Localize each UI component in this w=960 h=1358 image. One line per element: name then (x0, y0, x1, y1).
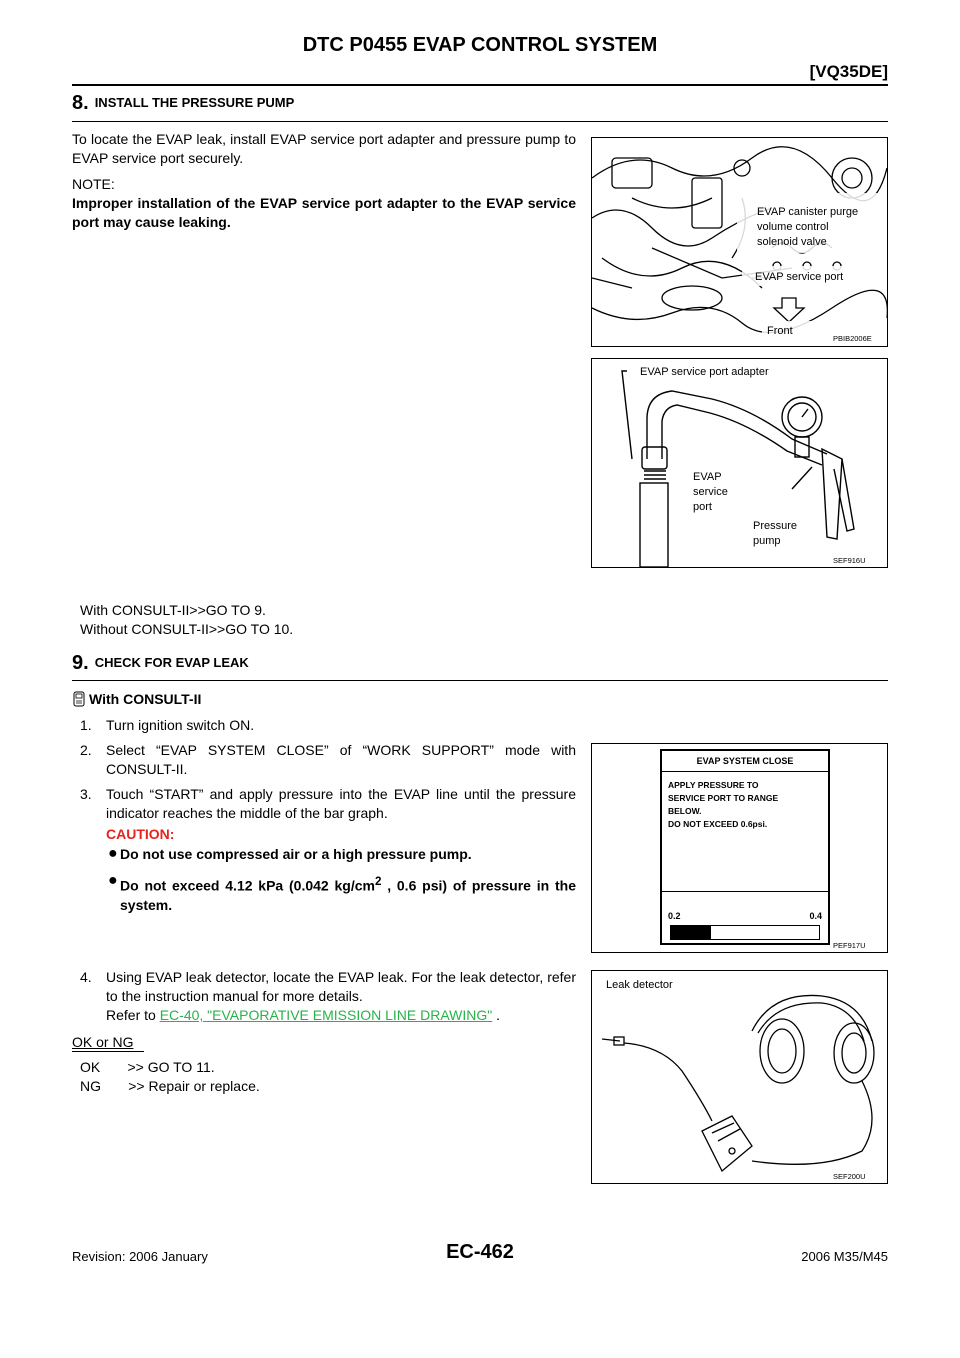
step8-heading (72, 92, 294, 115)
list-item-text: Touch “START” and apply pressure into the EVAP line until the pressure indicator reaches the middle of the bar graph. (106, 786, 576, 821)
caution-text-end: , 0.6 psi) of pressure in the system. (120, 877, 576, 913)
refer-suffix: . (492, 1007, 501, 1023)
with-consult-row (72, 690, 201, 709)
consult-tester-icon (72, 691, 86, 707)
caution-item (108, 845, 576, 864)
ok-or-ng-label: OK or NG (72, 1034, 134, 1050)
list-item-number: 2. (80, 742, 92, 758)
footer-model: 2006 M35/M45 (801, 1249, 888, 1264)
fig1-label-volume: volume control (757, 221, 829, 233)
port-adapter-illustration (592, 359, 887, 567)
caution-label: CAUTION: (106, 826, 175, 842)
bullet-dot-icon: ● (108, 845, 118, 862)
list-item-text: Using EVAP leak detector, locate the EVAP leak. For the leak detector, refer to the instruction manual for more details. (106, 969, 576, 1004)
ng-result: NG >> Repair or replace. (80, 1078, 260, 1094)
fig3-id: PEF917U (833, 941, 866, 950)
bullet-dot-icon: ● (108, 872, 118, 889)
figure-engine-bay (591, 137, 888, 347)
figure-leak-detector (591, 970, 888, 1184)
with-consult-label: With CONSULT-II (89, 691, 202, 707)
fig2-label-pressure: Pressure (753, 520, 798, 532)
ec40-reference-link[interactable]: EC-40, "EVAPORATIVE EMISSION LINE DRAWING" (159, 1007, 493, 1023)
scale-min-label: 0.2 (668, 911, 681, 921)
with-consult-goto: With CONSULT-II>>GO TO 9. (80, 602, 266, 618)
fig1-label-service-port: EVAP service port (755, 271, 844, 283)
step8-rule (72, 121, 888, 122)
step8-title: INSTALL THE PRESSURE PUMP (94, 95, 295, 110)
screen-divider (662, 891, 828, 892)
fig4-label: Leak detector (606, 979, 673, 991)
fig2-id: SEF916U (833, 556, 866, 565)
fig1-label-solenoid: solenoid valve (757, 236, 827, 248)
pressure-bar-graph (670, 925, 820, 940)
screen-line: APPLY PRESSURE TO (668, 780, 759, 790)
fig2-label-service: service (693, 486, 728, 498)
fig1-label-front: Front (767, 325, 793, 337)
refer-prefix: Refer to (106, 1007, 160, 1023)
leak-detector-illustration (592, 971, 887, 1183)
screen-title: EVAP SYSTEM CLOSE (662, 751, 828, 772)
without-consult-goto: Without CONSULT-II>>GO TO 10. (80, 621, 294, 637)
okng-underline (72, 1051, 144, 1052)
list-item (80, 741, 576, 779)
fig1-label-purge: EVAP canister purge (757, 206, 859, 218)
engine-code: [VQ35DE] (809, 62, 888, 81)
list-item (80, 785, 576, 823)
screen-line: SERVICE PORT TO RANGE (668, 793, 779, 803)
list-item (80, 716, 576, 735)
page-number: EC-462 (446, 1241, 514, 1263)
fig2-label-evap: EVAP (693, 471, 722, 483)
scale-max-label: 0.4 (809, 911, 822, 921)
refer-line (106, 1006, 500, 1025)
step9-heading (72, 652, 249, 675)
step9-title: CHECK FOR EVAP LEAK (94, 655, 249, 670)
caution-text: Do not exceed 4.12 kPa (0.042 kg/cm (120, 877, 375, 894)
figure-consult-screen (591, 743, 888, 953)
list-item-number: 4. (80, 969, 92, 985)
list-item-text: Turn ignition switch ON. (106, 717, 255, 733)
step9-number: 9. (72, 652, 89, 674)
screen-line: BELOW. (668, 806, 702, 816)
step8-paragraph: To locate the EVAP leak, install EVAP service port adapter and pressure pump to EVAP service port securely. (72, 131, 576, 166)
step9-rule (72, 680, 888, 681)
caution-superscript: 2 (374, 875, 382, 888)
consult-screen (660, 749, 830, 945)
note-text: Improper installation of the EVAP service port adapter to the EVAP service port may cause leaking. (72, 195, 576, 230)
fig2-label-pump: pump (753, 535, 781, 547)
engine-bay-illustration (592, 138, 887, 346)
fig4-id: SEF200U (833, 1172, 866, 1181)
pressure-bar-fill (671, 926, 711, 939)
note-label: NOTE: (72, 176, 115, 192)
header-rule (72, 84, 888, 86)
fig2-label-adapter: EVAP service port adapter (640, 366, 769, 378)
screen-message (668, 779, 778, 831)
fig2-label-port: port (693, 501, 712, 513)
list-item-number: 1. (80, 717, 92, 733)
screen-line: DO NOT EXCEED 0.6psi. (668, 819, 768, 829)
caution-text: Do not use compressed air or a high pressure pump. (120, 846, 472, 862)
page-title: DTC P0455 EVAP CONTROL SYSTEM (302, 34, 658, 56)
fig1-id: PBIB2006E (833, 334, 872, 343)
step8-number: 8. (72, 92, 89, 114)
list-item-number: 3. (80, 786, 92, 802)
list-item-text: Select “EVAP SYSTEM CLOSE” of “WORK SUPPORT” mode with CONSULT-II. (106, 742, 576, 777)
footer-revision: Revision: 2006 January (72, 1249, 208, 1264)
caution-item (108, 872, 576, 915)
ok-result: OK >> GO TO 11. (80, 1059, 215, 1075)
figure-port-adapter (591, 358, 888, 568)
list-item (80, 968, 576, 1006)
